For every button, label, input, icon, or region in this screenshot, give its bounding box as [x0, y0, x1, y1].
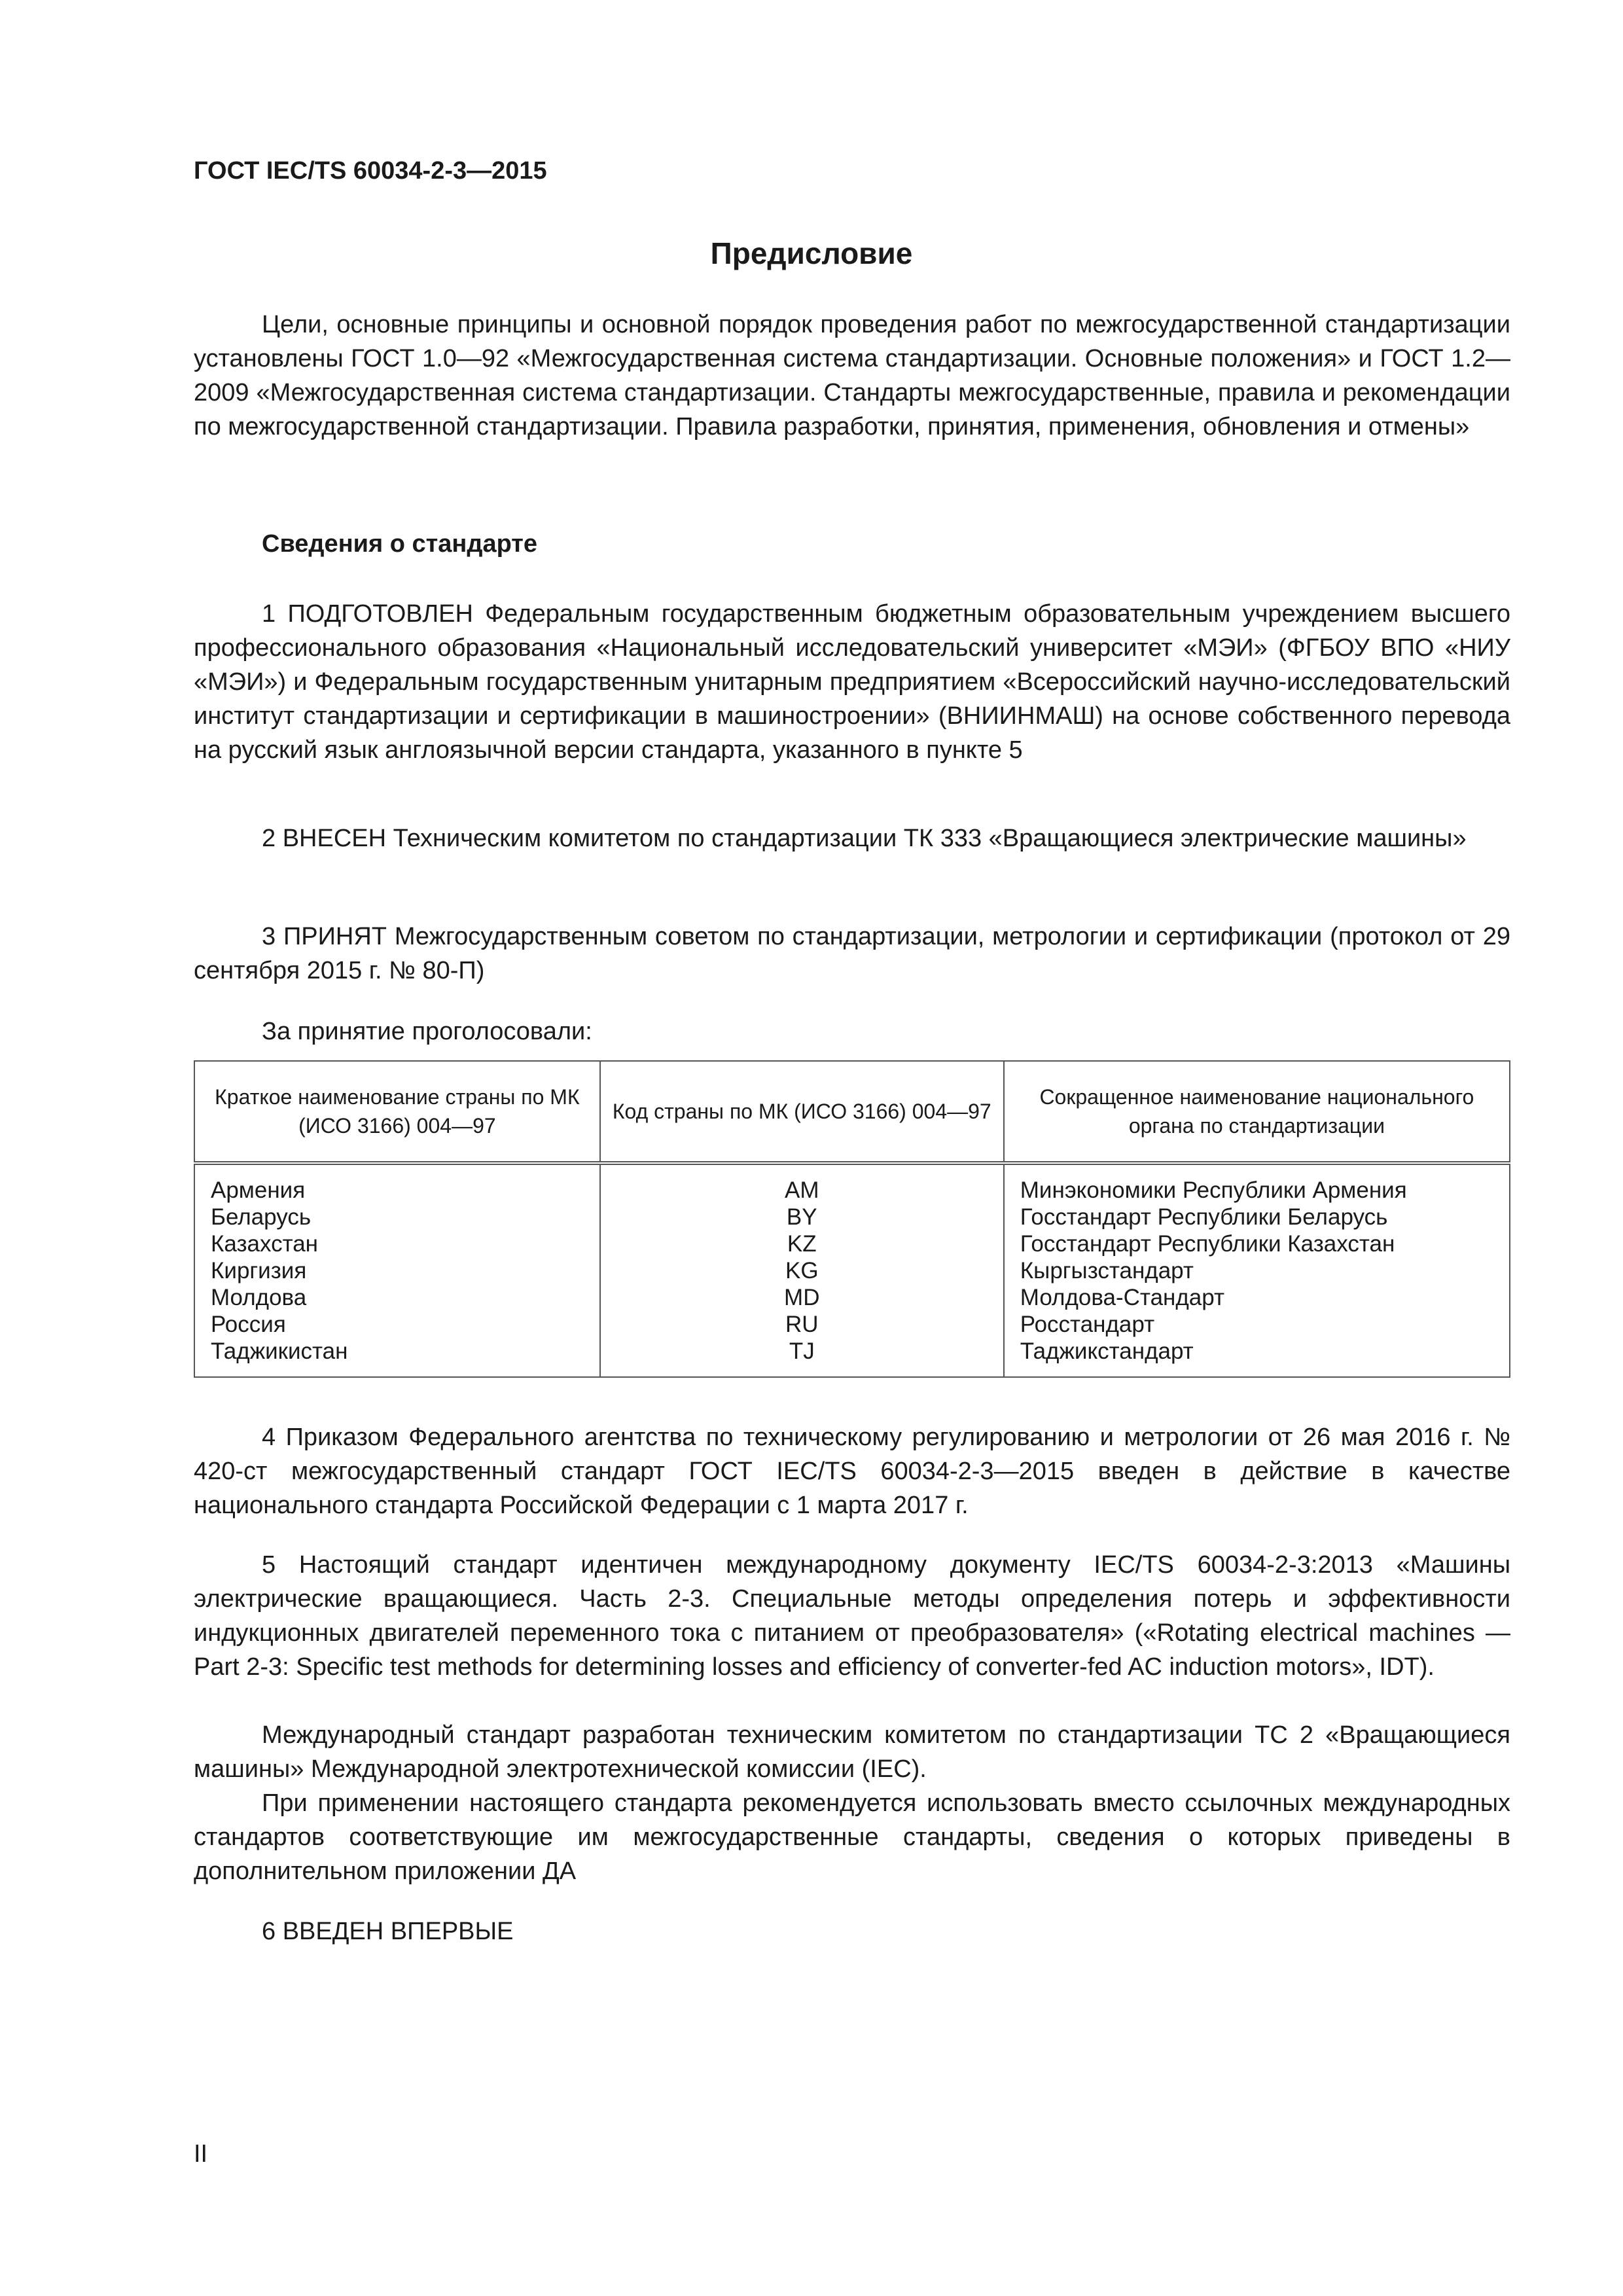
vote-intro: За принятие проголосовали:: [262, 1018, 592, 1045]
item-5-committee-paragraph: Международный стандарт разработан техническим комитетом по стандартизации TC 2 «Вращающиеся машины» Международной электротехнической комиссии (IEC).: [194, 1721, 1510, 1783]
page-number: II: [194, 2140, 208, 2168]
item-2-paragraph: 2 ВНЕСЕН Техническим комитетом по стандартизации ТК 333 «Вращающиеся электрические машины»: [262, 825, 1467, 852]
national-body: Росстандарт: [1020, 1312, 1155, 1337]
country-code: MD: [784, 1285, 820, 1310]
national-body: Молдова-Стандарт: [1020, 1285, 1224, 1310]
country-name: Молдова: [211, 1285, 307, 1310]
country-name: Киргизия: [211, 1258, 307, 1283]
table-header-code: Код страны по МК (ИСО 3166) 004—97: [600, 1061, 1004, 1163]
national-body: Госстандарт Республики Казахстан: [1020, 1231, 1395, 1257]
country-name: Армения: [211, 1177, 306, 1203]
national-body: Таджикстандарт: [1020, 1338, 1194, 1364]
page-title: Предисловие: [710, 236, 913, 270]
country-name: Казахстан: [211, 1231, 319, 1257]
country-code: TJ: [789, 1338, 815, 1364]
intro-paragraph: Цели, основные принципы и основной порядок проведения работ по межгосударственной стандартизации установлены ГОСТ 1.0—92 «Межгосударственная система стандартизации. Основные положения» и ГОСТ 1.2—2009 «Межгосударственная система стандартизации. Стандарты межгосударственные, правила и рекомендации по межгосударственной стандартизации. Правила разработки, принятия, применения, обновления и отмены»: [194, 311, 1510, 440]
national-body: Минэкономики Республики Армения: [1020, 1177, 1407, 1203]
country-name: Таджикистан: [211, 1338, 348, 1364]
table-row: [194, 1163, 1510, 1377]
item-5-references-paragraph: При применении настоящего стандарта рекомендуется использовать вместо ссылочных международных стандартов соответствующие им межгосударственные стандарты, сведения о которых приведены в дополнительном приложении ДА: [194, 1789, 1510, 1885]
body-column: [1004, 1163, 1510, 1377]
item-6-line: 6 ВВЕДЕН ВПЕРВЫЕ: [262, 1918, 514, 1945]
code-column: [600, 1163, 1004, 1377]
country-code: KZ: [787, 1231, 817, 1257]
item-1-paragraph: 1 ПОДГОТОВЛЕН Федеральным государственным бюджетным образовательным учреждением высшего профессионального образования «Национальный исследовательский университет «МЭИ» (ФГБОУ ВПО «НИУ «МЭИ») и Федеральным государственным унитарным предприятием «Всероссийский научно-исследовательский институт стандартизации и сертификации в машиностроении» (ВНИИНМАШ) на основе собственного перевода на русский язык англоязычной версии стандарта, указанного в пункте 5: [194, 600, 1510, 764]
document-code-header: ГОСТ IEC/TS 60034-2-3—2015: [194, 157, 547, 185]
section-heading: Сведения о стандарте: [262, 530, 538, 558]
item-4-paragraph: 4 Приказом Федерального агентства по техническому регулированию и метрологии от 26 мая 2016 г. № 420-ст межгосударственный стандарт ГОСТ IEC/TS 60034-2-3—2015 введен в действие в качестве национального стандарта Российской Федерации с 1 марта 2017 г.: [194, 1424, 1510, 1519]
voting-countries-table: [194, 1060, 1510, 1378]
country-code: BY: [786, 1204, 817, 1230]
item-3-paragraph: 3 ПРИНЯТ Межгосударственным советом по стандартизации, метрологии и сертификации (протокол от 29 сентября 2015 г. № 80-П): [194, 923, 1510, 984]
country-name: Беларусь: [211, 1204, 312, 1230]
table-header-body: Сокращенное наименование национального органа по стандартизации: [1004, 1061, 1510, 1163]
country-code: KG: [785, 1258, 819, 1283]
national-body: Госстандарт Республики Беларусь: [1020, 1204, 1388, 1230]
table-header-country: Краткое наименование страны по МК (ИСО 3166) 004—97: [194, 1061, 600, 1163]
country-code: RU: [785, 1312, 819, 1337]
country-name: Россия: [211, 1312, 286, 1337]
table-header-row: [194, 1061, 1510, 1163]
country-code: AM: [785, 1177, 819, 1203]
national-body: Кыргызстандарт: [1020, 1258, 1194, 1283]
country-column: [194, 1163, 600, 1377]
item-5-paragraph: 5 Настоящий стандарт идентичен международному документу IEC/TS 60034-2-3:2013 «Машины электрические вращающиеся. Часть 2-3. Специальные методы определения потерь и эффективности индукционных двигателей переменного тока с питанием от преобразователя» («Rotating electrical machines — Part 2-3: Specific test methods for determining losses and efficiency of converter-fed AC induction motors», IDT).: [194, 1551, 1510, 1681]
